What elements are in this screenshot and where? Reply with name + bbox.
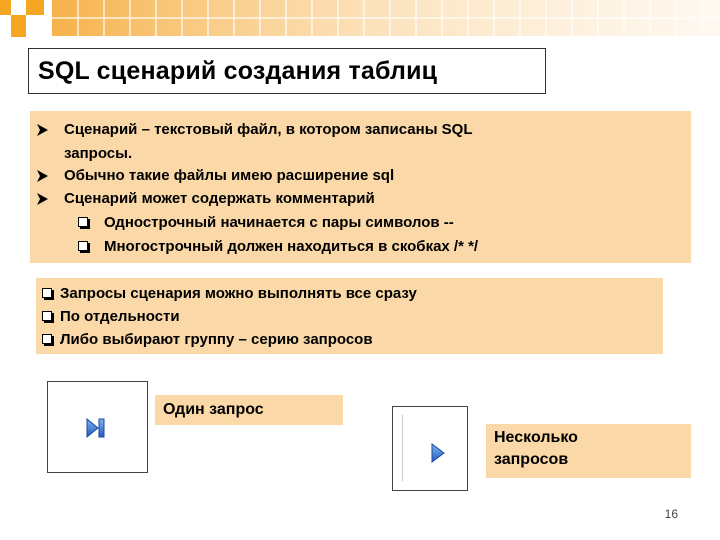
bullet-text-1a: Сценарий – текстовый файл, в котором записаны SQL xyxy=(64,121,473,138)
multi-query-label-line2: запросов xyxy=(494,451,569,468)
sub-bullet-text-2: Многострочный должен находиться в скобках /* */ xyxy=(104,238,479,255)
single-query-label-text: Один запрос xyxy=(163,401,264,418)
option-text-3: Либо выбирают группу – серию запросов xyxy=(60,331,373,348)
sub-bullet-text-1: Однострочный начинается с пары символов -- xyxy=(104,214,454,231)
page-number: 16 xyxy=(664,507,678,521)
description-box xyxy=(30,111,691,263)
arrow-bullet-icon xyxy=(36,192,49,206)
bullet-text-1b: запросы. xyxy=(64,145,133,162)
option-text-1: Запросы сценария можно выполнять все сразу xyxy=(60,285,417,302)
bullet-text-2: Обычно такие файлы имею расширение sql xyxy=(64,167,395,184)
bullet-text-3: Сценарий может содержать комментарий xyxy=(64,190,375,207)
square-bullet-icon xyxy=(42,311,54,323)
square-bullet-icon xyxy=(78,217,90,229)
square-bullet-icon xyxy=(78,241,90,253)
arrow-bullet-icon xyxy=(36,169,49,183)
arrow-bullet-icon xyxy=(36,123,49,137)
option-text-2: По отдельности xyxy=(60,308,180,325)
slide-title: SQL сценарий создания таблиц xyxy=(38,56,438,85)
slide-title-box xyxy=(28,48,546,94)
run-all-queries-icon xyxy=(429,442,447,464)
execution-options-box xyxy=(36,278,663,354)
single-query-label xyxy=(155,395,343,425)
run-single-query-button[interactable] xyxy=(47,381,148,473)
run-single-query-icon xyxy=(84,417,108,439)
multi-query-label-line1: Несколько xyxy=(494,429,578,446)
square-bullet-icon xyxy=(42,334,54,346)
multi-query-label xyxy=(486,424,691,478)
run-all-queries-button[interactable] xyxy=(392,406,468,491)
square-bullet-icon xyxy=(42,288,54,300)
